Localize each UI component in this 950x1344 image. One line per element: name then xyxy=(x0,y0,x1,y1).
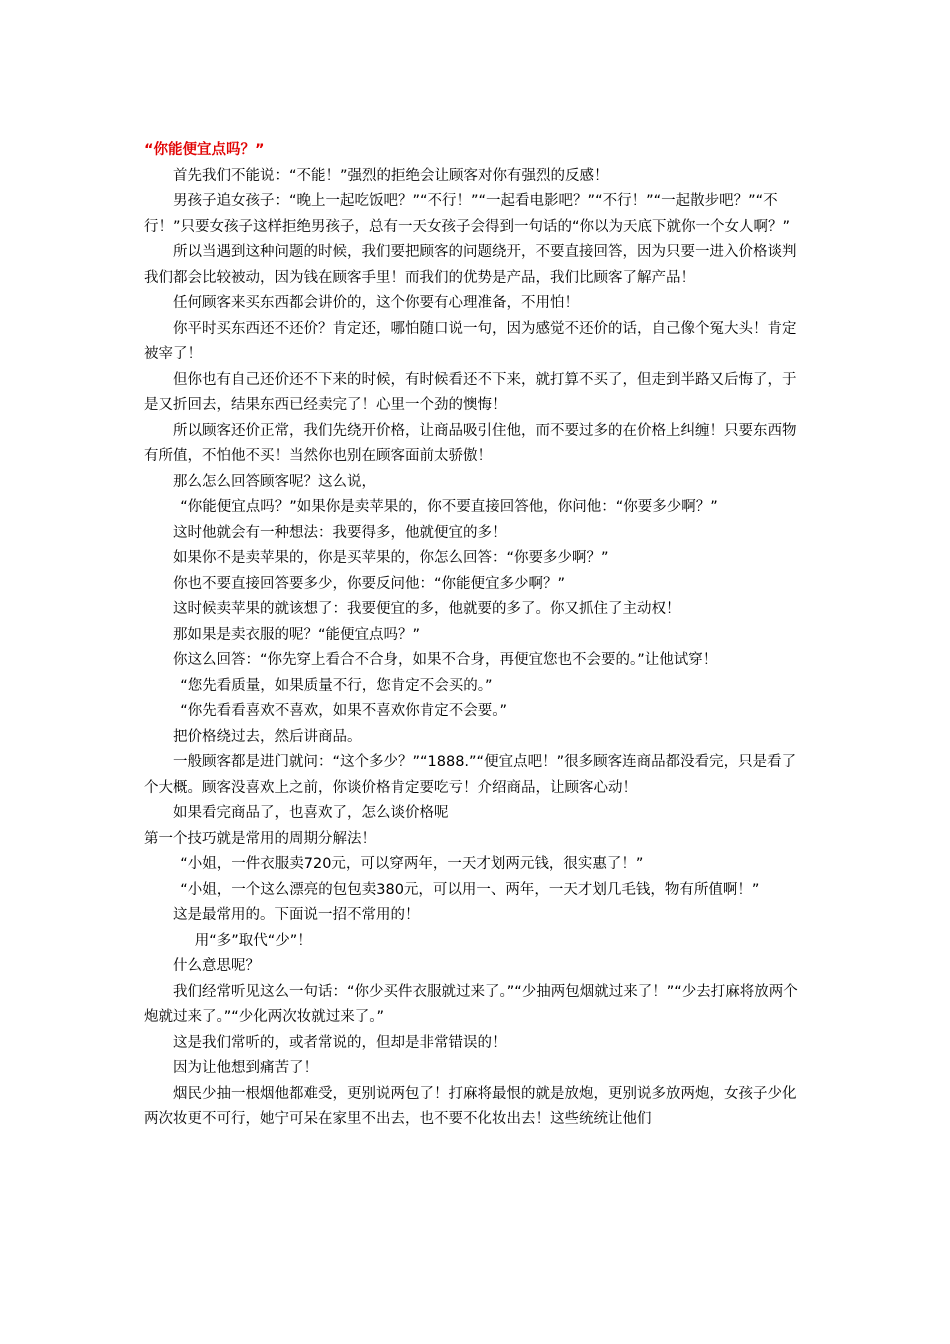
paragraph: 任何顾客来买东西都会讲价的，这个你要有心理准备，不用怕！ xyxy=(173,295,579,311)
paragraph: 一般顾客都是进门就问：“这个多少？”“1888.”“便宜点吧！”很多顾客连商品都没看完，只是看了个大概。顾客没喜欢上之前，你谈价格肯定要吃亏！介绍商品，让顾客心动！ xyxy=(144,754,797,796)
paragraph: 你平时买东西还不还价？肯定还，哪怕随口说一句，因为感觉不还价的话，自己像个冤大头！肯定被宰了！ xyxy=(144,320,797,362)
paragraph: 把价格绕过去，然后讲商品。 xyxy=(173,728,362,745)
paragraph: 这时他就会有一种想法：我要得多，他就便宜的多！ xyxy=(173,524,507,541)
document-title: “你能便宜点吗？” xyxy=(144,142,265,158)
paragraph: 烟民少抽一根烟他都难受，更别说两包了！打麻将最恨的就是放炮，更别说多放两炮，女孩子少化两次妆更不可行，她宁可呆在家里不出去，也不要不化妆出去！这些统统让他们 xyxy=(144,1085,797,1127)
paragraph: 这时候卖苹果的就该想了：我要便宜的多，他就要的多了。你又抓住了主动权！ xyxy=(173,601,681,617)
paragraph: 用“多”取代“少”！ xyxy=(194,932,312,949)
paragraph: 但你也有自己还价还不下来的时候，有时候看还不下来，就打算不买了，但走到半路又后悔了，于是又折回去，结果东西已经卖完了！心里一个劲的懊悔！ xyxy=(144,371,797,413)
paragraph: 第一个技巧就是常用的周期分解法！ xyxy=(144,830,376,847)
paragraph: “你能便宜点吗？”如果你是卖苹果的，你不要直接回答他，你问他：“你要多少啊？” xyxy=(180,499,718,515)
paragraph: 那么怎么回答顾客呢？这么说， xyxy=(173,473,376,490)
paragraph: 男孩子追女孩子：“晚上一起吃饭吧？”“不行！”“一起看电影吧？”“不行！”“一起散步吧？”“不行！”只要女孩子这样拒绝男孩子，总有一天女孩子会得到一句话的“你以为天底下就你一个女人啊？” xyxy=(144,193,791,235)
paragraph: “小姐，一个这么漂亮的包包卖380元，可以用一、两年，一天才划几毛钱，物有所值啊！” xyxy=(180,881,760,898)
paragraph: 这是最常用的。下面说一招不常用的！ xyxy=(173,907,420,923)
paragraph: 你也不要直接回答要多少，你要反问他：“你能便宜多少啊？” xyxy=(173,575,566,592)
document-body xyxy=(144,138,810,1133)
paragraph: 什么意思呢？ xyxy=(173,958,260,974)
paragraph: 这是我们常听的，或者常说的，但却是非常错误的！ xyxy=(173,1034,507,1051)
paragraph: 你这么回答：“你先穿上看合不合身，如果不合身，再便宜您也不会要的。”让他试穿！ xyxy=(173,652,718,668)
paragraph: “你先看看喜欢不喜欢，如果不喜欢你肯定不会要。” xyxy=(180,703,508,719)
paragraph: 因为让他想到痛苦了！ xyxy=(173,1060,318,1076)
paragraph: 所以当遇到这种问题的时候，我们要把顾客的问题绕开，不要直接回答，因为只要一进入价格谈判我们都会比较被动，因为钱在顾客手里！而我们的优势是产品，我们比顾客了解产品！ xyxy=(144,244,797,286)
paragraph: 我们经常听见这么一句话：“你少买件衣服就过来了。”“少抽两包烟就过来了！”“少去打麻将放两个炮就过来了。”“少化两次妆就过来了。” xyxy=(144,983,798,1025)
paragraph: 首先我们不能说：“不能！”强烈的拒绝会让顾客对你有强烈的反感！ xyxy=(173,167,609,184)
paragraph: 所以顾客还价正常，我们先绕开价格，让商品吸引住他，而不要过多的在价格上纠缠！只要东西物有所值，不怕他不买！当然你也别在顾客面前太骄傲！ xyxy=(144,422,797,464)
paragraph: “小姐，一件衣服卖720元，可以穿两年，一天才划两元钱，很实惠了！” xyxy=(180,856,644,872)
paragraph: 那如果是卖衣服的呢？“能便宜点吗？” xyxy=(173,626,421,643)
paragraph: 如果看完商品了，也喜欢了，怎么谈价格呢 xyxy=(173,805,449,821)
paragraph: “您先看质量，如果质量不行，您肯定不会买的。” xyxy=(180,677,493,694)
paragraph: 如果你不是卖苹果的，你是买苹果的，你怎么回答：“你要多少啊？” xyxy=(173,550,609,566)
